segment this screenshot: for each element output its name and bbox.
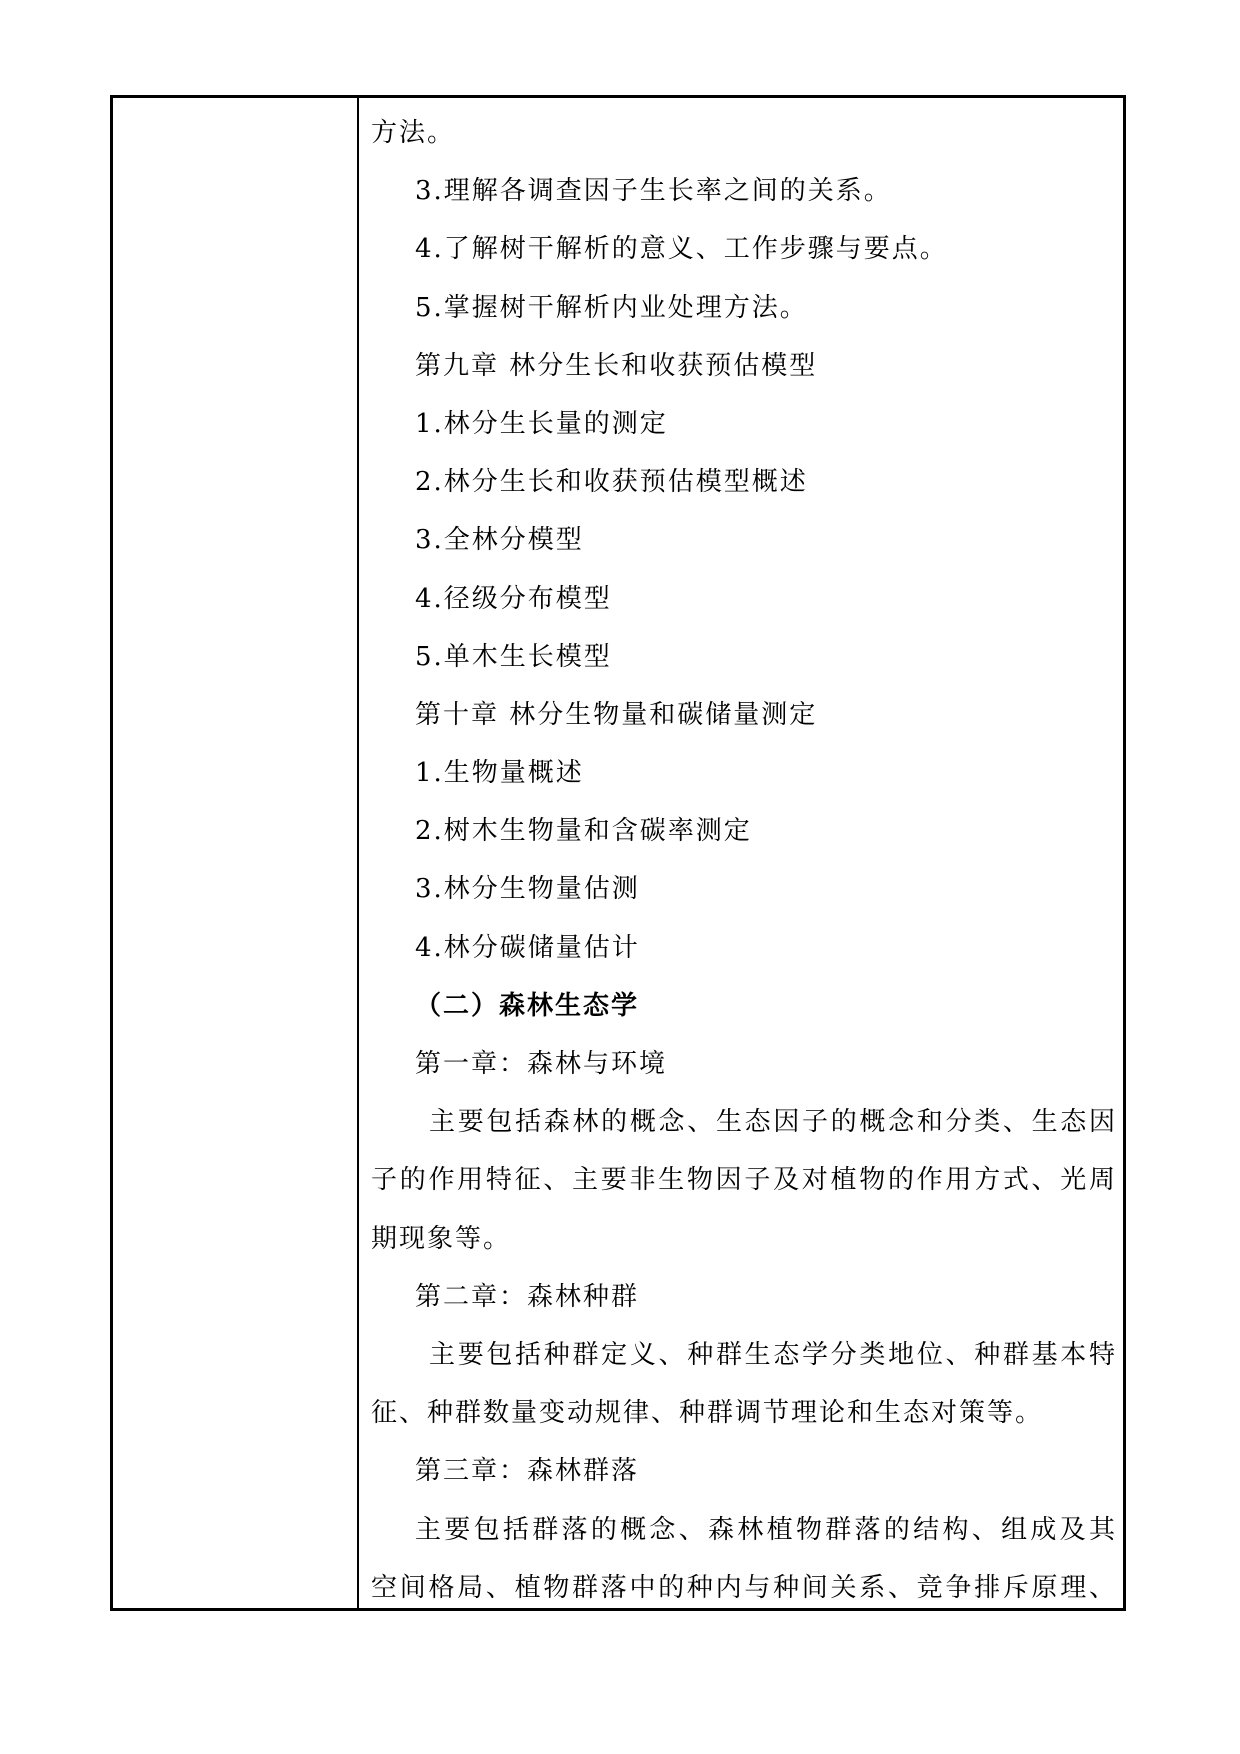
chapter-heading: 第三章：森林群落	[415, 1456, 640, 1487]
list-item: 4.径级分布模型	[415, 583, 612, 614]
list-item: 4.林分碳储量估计	[415, 932, 640, 963]
chapter-heading: 第一章：森林与环境	[415, 1049, 668, 1079]
paragraph-line: 主要包括群落的概念、森林植物群落的结构、组成及其	[415, 1514, 1115, 1545]
list-item: 4.了解树干解析的意义、工作步骤与要点。	[415, 234, 948, 265]
paragraph-line: 征、种群数量变动规律、种群调节理论和生态对策等。	[371, 1398, 1044, 1429]
chapter-heading: 第十章 林分生物量和碳储量测定	[415, 699, 818, 730]
paragraph-line: 子的作用特征、主要非生物因子及对植物的作用方式、光周	[371, 1165, 1115, 1196]
text-line: 方法。	[371, 118, 456, 148]
paragraph-line: 空间格局、植物群落中的种内与种间关系、竞争排斥原理、	[371, 1572, 1115, 1603]
list-item: 2.林分生长和收获预估模型概述	[415, 467, 808, 498]
list-item: 5.单木生长模型	[415, 641, 612, 672]
list-item: 3.全林分模型	[415, 525, 584, 556]
list-item: 5.掌握树干解析内业处理方法。	[415, 292, 808, 323]
section-heading: （二）森林生态学	[415, 990, 640, 1021]
paragraph-line: 主要包括种群定义、种群生态学分类地位、种群基本特	[429, 1339, 1115, 1370]
list-item: 3.林分生物量估测	[415, 874, 640, 905]
list-item: 1.生物量概述	[415, 758, 584, 789]
chapter-heading: 第九章 林分生长和收获预估模型	[415, 350, 818, 381]
list-item: 1.林分生长量的测定	[415, 408, 668, 439]
column-divider	[357, 95, 359, 1611]
list-item: 2.树木生物量和含碳率测定	[415, 816, 752, 847]
paragraph-line: 期现象等。	[371, 1223, 512, 1254]
content-cell	[371, 104, 1115, 1617]
chapter-heading: 第二章：森林种群	[415, 1281, 640, 1312]
list-item: 3.理解各调查因子生长率之间的关系。	[415, 176, 892, 207]
paragraph-line: 主要包括森林的概念、生态因子的概念和分类、生态因	[429, 1107, 1115, 1138]
